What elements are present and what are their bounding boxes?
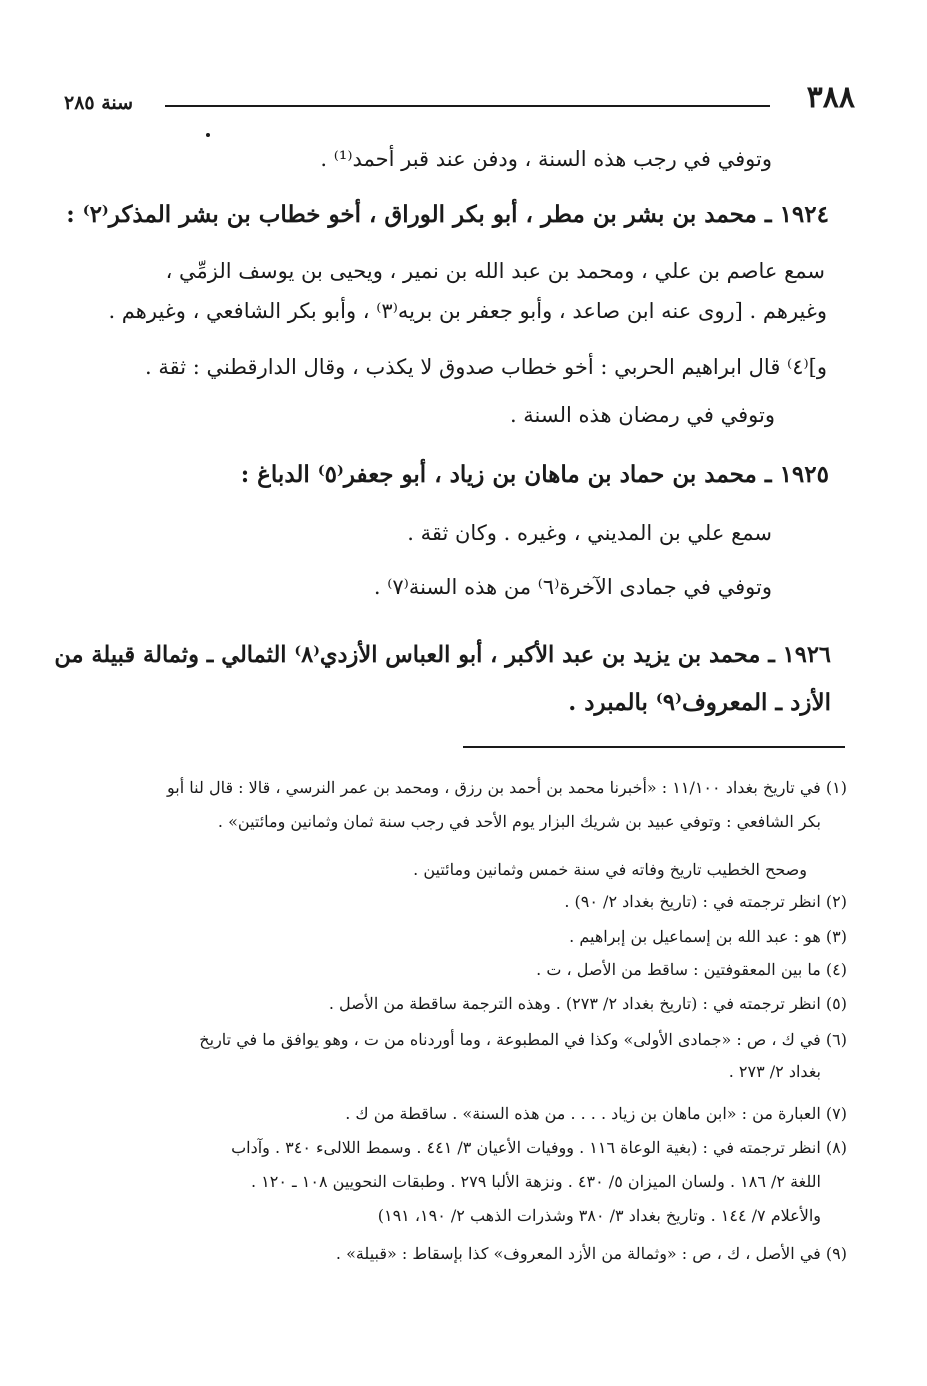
body-line: سمع عاصم بن علي ، ومحمد بن عبد الله بن نمير ، ويحيى بن يوسف الزمِّي ، — [165, 259, 825, 283]
entry-heading-1925: ١٩٢٥ ـ محمد بن حماد بن ماهان بن زياد ، أبو جعفر⁽٥⁾ الدباغ : — [240, 461, 829, 488]
entry-heading-1926: ١٩٢٦ ـ محمد بن يزيد بن عبد الأكبر ، أبو العباس الأزدي⁽٨⁾ الثمالي ـ وثمالة قبيلة من — [54, 642, 831, 668]
body-line: سمع علي بن المديني ، وغيره . وكان ثقة . — [407, 521, 772, 545]
footnote-line: (٨) انظر ترجمته في : (بغية الوعاة ١١٦ . ووفيات الأعيان ٣/ ٤٤١ . وسمط اللالىء ٣٤٠ . وآداب — [231, 1138, 847, 1157]
footnote-line: (٦) في ك ، ص : «جمادى الأولى» وكذا في المطبوعة ، وما أوردناه من ت ، وهو يوافق ما في تاريخ — [199, 1030, 847, 1049]
footnote-line: بغداد ٢/ ٢٧٣ . — [728, 1062, 821, 1081]
entry-heading-1926-cont: الأزد ـ المعروف⁽٩⁾ بالمبرد . — [568, 689, 831, 716]
footnote-line: بكر الشافعي : وتوفي عبيد بن شريك البزار يوم الأحد في رجب سنة ثمان وثمانين ومائتين» . — [217, 812, 821, 831]
footnote-line: اللغة ٢/ ١٨٦ . ولسان الميزان ٥/ ٤٣٠ . ونزهة الألبا ٢٧٩ . وطبقات النحويين ١٠٨ ـ ١٢٠ . — [250, 1172, 821, 1191]
body-line: وغيرهم . [روى عنه ابن صاعد ، وأبو جعفر بن بريه⁽٣⁾ ، وأبو بكر الشافعي ، وغيرهم . — [108, 299, 827, 323]
entry-heading-1924: ١٩٢٤ ـ محمد بن بشر بن مطر ، أبو بكر الوراق ، أخو خطاب بن بشر المذكر⁽٢⁾ : — [66, 201, 829, 228]
footnote-line: (٤) ما بين المعقوفتين : ساقط من الأصل ، ت . — [536, 960, 847, 979]
stray-mark — [206, 133, 210, 137]
body-line: و]⁽٤⁾ قال ابراهيم الحربي : أخو خطاب صدوق لا يكذب ، وقال الدارقطني : ثقة . — [144, 355, 827, 379]
footnote-line: (١) في تاريخ بغداد ١١/١٠٠ : «أخبرنا محمد بن أحمد بن رزق ، ومحمد بن عمر النرسي ، قالا : قال لنا أبو — [167, 778, 847, 797]
footnote-line: وصحح الخطيب تاريخ وفاته في سنة خمس وثمانين ومائتين . — [413, 860, 807, 879]
body-line: وتوفي في رجب هذه السنة ، ودفن عند قبر أحمد⁽¹⁾ . — [320, 147, 772, 171]
footnote-line: (٥) انظر ترجمته في : (تاريخ بغداد ٢/ ٢٧٣) . وهذه الترجمة ساقطة من الأصل . — [328, 994, 847, 1013]
header-rule — [165, 105, 770, 107]
body-line: وتوفي في جمادى الآخرة⁽٦⁾ من هذه السنة⁽٧⁾ . — [373, 575, 772, 599]
footnote-line: (٢) انظر ترجمته في : (تاريخ بغداد ٢/ ٩٠) . — [564, 892, 847, 911]
footnote-line: والأعلام ٧/ ١٤٤ . وتاريخ بغداد ٣/ ٣٨٠ وشذرات الذهب ٢/ ١٩٠، ١٩١) — [377, 1206, 821, 1225]
running-header-year: سنة ٢٨٥ — [64, 92, 134, 114]
footnote-line: (٧) العبارة من : «ابن ماهان بن زياد . . . . من هذه السنة» . ساقطة من ك . — [345, 1104, 847, 1123]
footnote-line: (٣) هو : عبد الله بن إسماعيل بن إبراهيم . — [569, 927, 847, 946]
footnote-rule — [463, 746, 845, 748]
body-line: وتوفي في رمضان هذه السنة . — [509, 403, 775, 427]
page-number: ٣٨٨ — [806, 80, 855, 115]
footnote-line: (٩) في الأصل ، ك ، ص : «وثمالة من الأزد المعروف» كذا بإسقاط : «قبيلة» . — [335, 1244, 847, 1263]
